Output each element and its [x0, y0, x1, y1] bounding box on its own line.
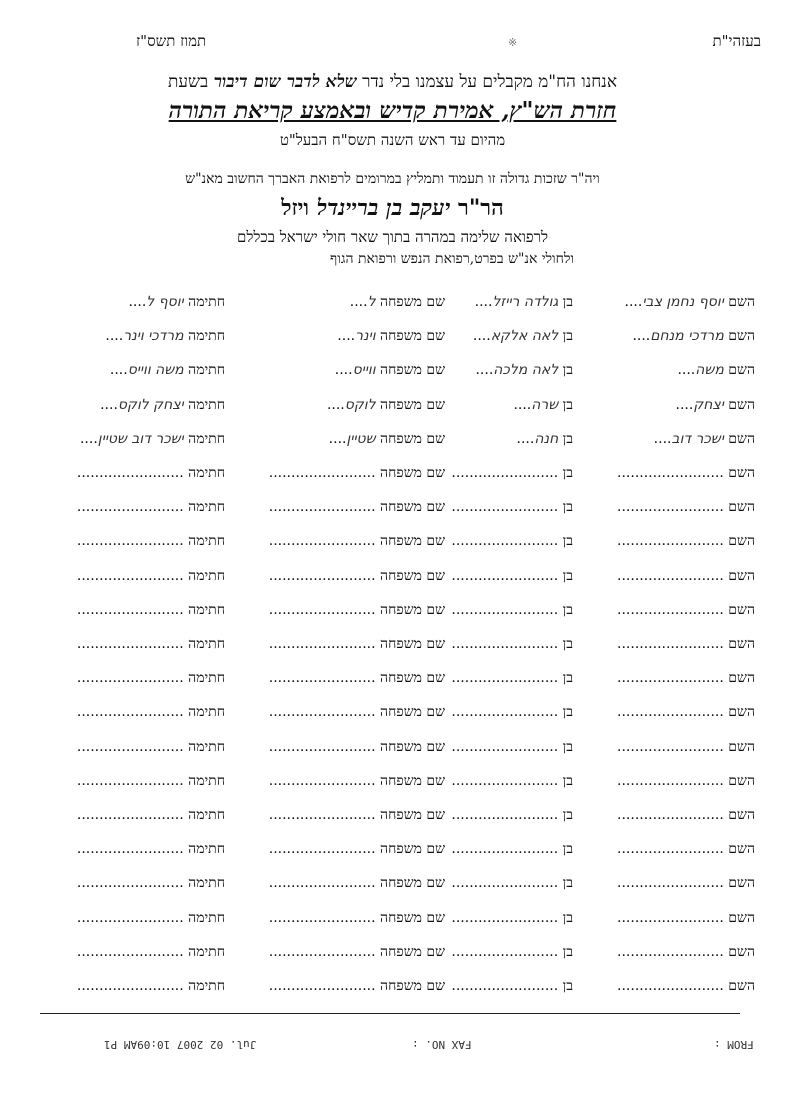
field-label: שם משפחה	[380, 602, 445, 618]
mother-name-field[interactable]: בן ........................	[451, 739, 573, 755]
signature-row	[0, 602, 785, 622]
field-label: שם משפחה	[380, 978, 445, 994]
handwritten-entry: גולדה רייזל	[492, 294, 559, 310]
field-label: השם	[728, 568, 755, 584]
field-label: בן	[562, 704, 573, 720]
signature-row	[0, 294, 785, 314]
signature-field[interactable]: חתימה יצחק לוקס....	[100, 397, 225, 413]
field-label: בן	[562, 978, 573, 994]
field-label: השם	[728, 875, 755, 891]
field-label: השם	[728, 704, 755, 720]
handwritten-entry: ל	[367, 294, 376, 310]
fax-from-label: FROM :	[714, 1038, 754, 1051]
field-label: שם משפחה	[380, 362, 445, 378]
family-name-field[interactable]: שם משפחה ........................	[268, 636, 445, 652]
handwritten-entry: משה	[695, 362, 724, 378]
signature-row	[0, 362, 785, 382]
bottom-rule	[40, 1013, 740, 1014]
handwritten-entry: מרדכי וינר	[123, 328, 184, 344]
pledge-suffix: בשעת	[167, 72, 214, 92]
field-label: שם משפחה	[380, 841, 445, 857]
field-label: בן	[562, 773, 573, 789]
field-label: חתימה	[188, 294, 225, 310]
first-name-field[interactable]: השם ........................	[617, 944, 755, 960]
field-label: שם משפחה	[380, 568, 445, 584]
signature-field[interactable]: חתימה משה ווייס....	[109, 362, 225, 378]
handwritten-entry: ישכר דוב	[671, 431, 724, 447]
field-label: השם	[728, 328, 755, 344]
field-label: בן	[562, 397, 573, 413]
signature-row	[0, 499, 785, 519]
mother-name-field[interactable]: בן ........................	[451, 636, 573, 652]
field-label: בן	[562, 431, 573, 447]
signature-row	[0, 944, 785, 964]
family-name-field[interactable]: שם משפחה ........................	[268, 670, 445, 686]
handwritten-entry: יוסף ל	[146, 294, 184, 310]
field-label: השם	[728, 841, 755, 857]
handwritten-entry: לוקס	[344, 397, 376, 413]
field-label: השם	[728, 431, 755, 447]
fax-timestamp: Jul. 02 2007 10:09AM P1	[104, 1038, 257, 1051]
signature-field[interactable]: חתימה ........................	[76, 602, 225, 618]
signature-row	[0, 670, 785, 690]
field-label: בן	[562, 328, 573, 344]
mother-name-field[interactable]: בן ........................	[451, 465, 573, 481]
mother-name-field[interactable]: בן ........................	[451, 533, 573, 549]
first-name-field[interactable]: השם ........................	[617, 807, 755, 823]
signature-field[interactable]: חתימה ........................	[76, 499, 225, 515]
family-name-field[interactable]: שם משפחה ........................	[268, 568, 445, 584]
handwritten-entry: ווייס	[352, 362, 376, 378]
handwritten-entry: יצחק לוקס	[117, 397, 184, 413]
field-label: השם	[728, 978, 755, 994]
field-label: חתימה	[188, 978, 225, 994]
first-name-field[interactable]: השם ........................	[617, 841, 755, 857]
signature-row	[0, 431, 785, 451]
field-label: חתימה	[188, 636, 225, 652]
signature-row	[0, 533, 785, 553]
field-label: השם	[728, 636, 755, 652]
signature-field[interactable]: חתימה ........................	[76, 568, 225, 584]
field-label: שם משפחה	[380, 704, 445, 720]
field-label: השם	[728, 773, 755, 789]
field-label: שם משפחה	[380, 499, 445, 515]
signature-row	[0, 978, 785, 998]
signature-row	[0, 397, 785, 417]
field-label: השם	[728, 944, 755, 960]
patient-prefix: הר"ר	[450, 195, 504, 221]
field-label: בן	[562, 670, 573, 686]
signature-row	[0, 739, 785, 759]
handwritten-entry: משה ווייס	[127, 362, 184, 378]
first-name-field[interactable]: השם ........................	[617, 670, 755, 686]
patient-name: יעקב בן ברײנדל	[316, 195, 451, 221]
handwritten-entry: שרה	[531, 397, 559, 413]
field-label: השם	[728, 910, 755, 926]
signature-row	[0, 773, 785, 793]
handwritten-entry: חנה	[534, 431, 559, 447]
first-name-field[interactable]: השם ........................	[617, 533, 755, 549]
signature-field[interactable]: חתימה מרדכי וינר....	[105, 328, 225, 344]
mother-name-field[interactable]: בן ........................	[451, 704, 573, 720]
signature-field[interactable]: חתימה ........................	[76, 670, 225, 686]
field-label: חתימה	[188, 910, 225, 926]
field-label: שם משפחה	[380, 533, 445, 549]
first-name-field[interactable]: השם משה....	[677, 362, 755, 378]
signature-row	[0, 328, 785, 348]
family-name-field[interactable]: שם משפחה ווייס....	[334, 362, 445, 378]
family-name-field[interactable]: שם משפחה ........................	[268, 465, 445, 481]
first-name-field[interactable]: השם ........................	[617, 773, 755, 789]
first-name-field[interactable]: השם ........................	[617, 499, 755, 515]
field-label: שם משפחה	[380, 910, 445, 926]
handwritten-entry: יצחק	[693, 397, 724, 413]
field-label: בן	[562, 944, 573, 960]
field-label: חתימה	[188, 431, 225, 447]
mother-name-field[interactable]: בן ........................	[451, 978, 573, 994]
patient-suffix: ויזל	[281, 195, 317, 221]
field-label: חתימה	[188, 739, 225, 755]
field-label: שם משפחה	[380, 944, 445, 960]
patient-name-line	[0, 195, 785, 221]
family-name-field[interactable]: שם משפחה ........................	[268, 739, 445, 755]
mother-name-field[interactable]: בן לאה אלקא....	[472, 328, 573, 344]
family-name-field[interactable]: שם משפחה ........................	[268, 944, 445, 960]
family-name-field[interactable]: שם משפחה ........................	[268, 704, 445, 720]
field-label: חתימה	[188, 328, 225, 344]
signature-row	[0, 910, 785, 930]
mother-name-field[interactable]: בן לאה מלכה....	[475, 362, 573, 378]
signature-field[interactable]: חתימה ........................	[76, 875, 225, 891]
signature-field[interactable]: חתימה ........................	[76, 704, 225, 720]
field-label: השם	[728, 739, 755, 755]
signature-field[interactable]: חתימה ........................	[76, 841, 225, 857]
signature-field[interactable]: חתימה ........................	[76, 773, 225, 789]
family-name-field[interactable]: שם משפחה וינר....	[337, 328, 445, 344]
family-name-field[interactable]: שם משפחה ........................	[268, 978, 445, 994]
field-label: שם משפחה	[380, 431, 445, 447]
signature-row	[0, 841, 785, 861]
mother-name-field[interactable]: בן ........................	[451, 944, 573, 960]
signature-field[interactable]: חתימה ........................	[76, 944, 225, 960]
field-label: שם משפחה	[380, 670, 445, 686]
mother-name-field[interactable]: בן שרה....	[513, 397, 573, 413]
signature-row	[0, 807, 785, 827]
signature-row	[0, 704, 785, 724]
handwritten-entry: שטיין	[346, 431, 376, 447]
field-label: חתימה	[188, 602, 225, 618]
field-label: חתימה	[188, 362, 225, 378]
document-title: חזרת הש"ץ, אמירת קדיש ובאמצע קריאת התורה	[168, 97, 617, 124]
pledge-emphasis: שלא לדבר שום דיבור	[213, 72, 357, 92]
healing-line: לרפואה שלימה במהרה בתוך שאר חולי ישראל בכללם	[236, 228, 549, 246]
field-label: בן	[562, 602, 573, 618]
first-name-field[interactable]: השם ........................	[617, 636, 755, 652]
pledge-period: מהיום עד ראש השנה תשס"ח הבעל"ט	[279, 131, 506, 149]
first-name-field[interactable]: השם ........................	[617, 465, 755, 481]
first-name-field[interactable]: השם ........................	[617, 568, 755, 584]
mother-name-field[interactable]: בן ........................	[451, 910, 573, 926]
field-label: שם משפחה	[380, 807, 445, 823]
signature-field[interactable]: חתימה ישכר דוב שטיין....	[79, 431, 225, 447]
signature-row	[0, 875, 785, 895]
merit-line: ויה"ר שזכות גדולה זו תעמוד ותמליץ במרומים לרפואת האברך החשוב מאנ"ש	[185, 171, 600, 187]
handwritten-entry: יוסף נחמן צבי	[642, 294, 724, 310]
field-label: השם	[728, 533, 755, 549]
first-name-field[interactable]: השם יצחק....	[675, 397, 755, 413]
first-name-field[interactable]: השם ........................	[617, 602, 755, 618]
signature-field[interactable]: חתימה ........................	[76, 465, 225, 481]
pledge-intro	[0, 72, 785, 92]
field-label: השם	[728, 499, 755, 515]
handwritten-entry: לאה מלכה	[493, 362, 559, 378]
field-label: בן	[562, 465, 573, 481]
signature-row	[0, 568, 785, 588]
family-name-field[interactable]: שם משפחה ........................	[268, 499, 445, 515]
signature-row	[0, 636, 785, 656]
field-label: שם משפחה	[380, 328, 445, 344]
mother-name-field[interactable]: בן ........................	[451, 807, 573, 823]
signature-field[interactable]: חתימה ........................	[76, 636, 225, 652]
field-label: השם	[728, 294, 755, 310]
field-label: השם	[728, 397, 755, 413]
field-label: חתימה	[188, 841, 225, 857]
first-name-field[interactable]: השם ישכר דוב....	[653, 431, 755, 447]
field-label: השם	[728, 670, 755, 686]
scan-speck-icon: ※	[508, 36, 518, 49]
field-label: חתימה	[188, 875, 225, 891]
field-label: השם	[728, 602, 755, 618]
signature-field[interactable]: חתימה ........................	[76, 807, 225, 823]
field-label: בן	[562, 636, 573, 652]
first-name-field[interactable]: השם ........................	[617, 704, 755, 720]
field-label: חתימה	[188, 944, 225, 960]
field-label: שם משפחה	[380, 465, 445, 481]
mother-name-field[interactable]: בן ........................	[451, 670, 573, 686]
field-label: בן	[562, 739, 573, 755]
hebrew-date: תמוז תשס"ז	[136, 32, 207, 50]
field-label: חתימה	[188, 533, 225, 549]
handwritten-entry: וינר	[355, 328, 376, 344]
field-label: בן	[562, 875, 573, 891]
field-label: שם משפחה	[380, 773, 445, 789]
sick-line: ולחולי אנ"ש בפרט,רפואת הנפש ורפואת הגוף	[330, 251, 575, 267]
field-label: חתימה	[188, 397, 225, 413]
field-label: בן	[562, 910, 573, 926]
first-name-field[interactable]: השם ........................	[617, 739, 755, 755]
mother-name-field[interactable]: בן ........................	[451, 568, 573, 584]
family-name-field[interactable]: שם משפחה ........................	[268, 533, 445, 549]
field-label: חתימה	[188, 807, 225, 823]
mother-name-field[interactable]: בן גולדה רייזל....	[474, 294, 573, 310]
field-label: שם משפחה	[380, 739, 445, 755]
fax-number-label: FAX NO. :	[412, 1038, 472, 1051]
family-name-field[interactable]: שם משפחה ........................	[268, 841, 445, 857]
pledge-prefix: אנחנו הח"מ מקבלים על עצמנו בלי נדר	[356, 72, 618, 92]
field-label: השם	[728, 465, 755, 481]
field-label: בן	[562, 499, 573, 515]
field-label: השם	[728, 807, 755, 823]
first-name-field[interactable]: השם ........................	[617, 978, 755, 994]
field-label: חתימה	[188, 568, 225, 584]
mother-name-field[interactable]: בן ........................	[451, 875, 573, 891]
mother-name-field[interactable]: בן ........................	[451, 602, 573, 618]
first-name-field[interactable]: השם מרדכי מנחם....	[632, 328, 755, 344]
signature-field[interactable]: חתימה ........................	[76, 739, 225, 755]
mother-name-field[interactable]: בן ........................	[451, 841, 573, 857]
family-name-field[interactable]: שם משפחה ........................	[268, 910, 445, 926]
family-name-field[interactable]: שם משפחה לוקס....	[326, 397, 445, 413]
field-label: בן	[562, 568, 573, 584]
field-label: השם	[728, 362, 755, 378]
mother-name-field[interactable]: בן ........................	[451, 499, 573, 515]
signature-row	[0, 465, 785, 485]
field-label: חתימה	[188, 670, 225, 686]
handwritten-entry: לאה אלקא	[490, 328, 559, 344]
field-label: חתימה	[188, 773, 225, 789]
family-name-field[interactable]: שם משפחה ........................	[268, 807, 445, 823]
field-label: חתימה	[188, 704, 225, 720]
bezrat-hashem-mark: בעזהי"ת	[712, 32, 761, 50]
field-label: שם משפחה	[380, 294, 445, 310]
signature-field[interactable]: חתימה יוסף ל....	[128, 294, 225, 310]
field-label: בן	[562, 807, 573, 823]
handwritten-entry: מרדכי מנחם	[650, 328, 724, 344]
field-label: בן	[562, 362, 573, 378]
field-label: בן	[562, 841, 573, 857]
family-name-field[interactable]: שם משפחה ל....	[349, 294, 445, 310]
handwritten-entry: ישכר דוב שטיין	[97, 431, 184, 447]
first-name-field[interactable]: השם ........................	[617, 910, 755, 926]
field-label: שם משפחה	[380, 636, 445, 652]
field-label: שם משפחה	[380, 875, 445, 891]
signature-field[interactable]: חתימה ........................	[76, 978, 225, 994]
signature-field[interactable]: חתימה ........................	[76, 533, 225, 549]
family-name-field[interactable]: שם משפחה ........................	[268, 602, 445, 618]
family-name-field[interactable]: שם משפחה שטיין....	[328, 431, 445, 447]
field-label: חתימה	[188, 499, 225, 515]
field-label: חתימה	[188, 465, 225, 481]
mother-name-field[interactable]: בן ........................	[451, 773, 573, 789]
signature-field[interactable]: חתימה ........................	[76, 910, 225, 926]
mother-name-field[interactable]: בן חנה....	[516, 431, 573, 447]
first-name-field[interactable]: השם יוסף נחמן צבי....	[624, 294, 755, 310]
family-name-field[interactable]: שם משפחה ........................	[268, 875, 445, 891]
field-label: בן	[562, 533, 573, 549]
family-name-field[interactable]: שם משפחה ........................	[268, 773, 445, 789]
field-label: בן	[562, 294, 573, 310]
field-label: שם משפחה	[380, 397, 445, 413]
first-name-field[interactable]: השם ........................	[617, 875, 755, 891]
